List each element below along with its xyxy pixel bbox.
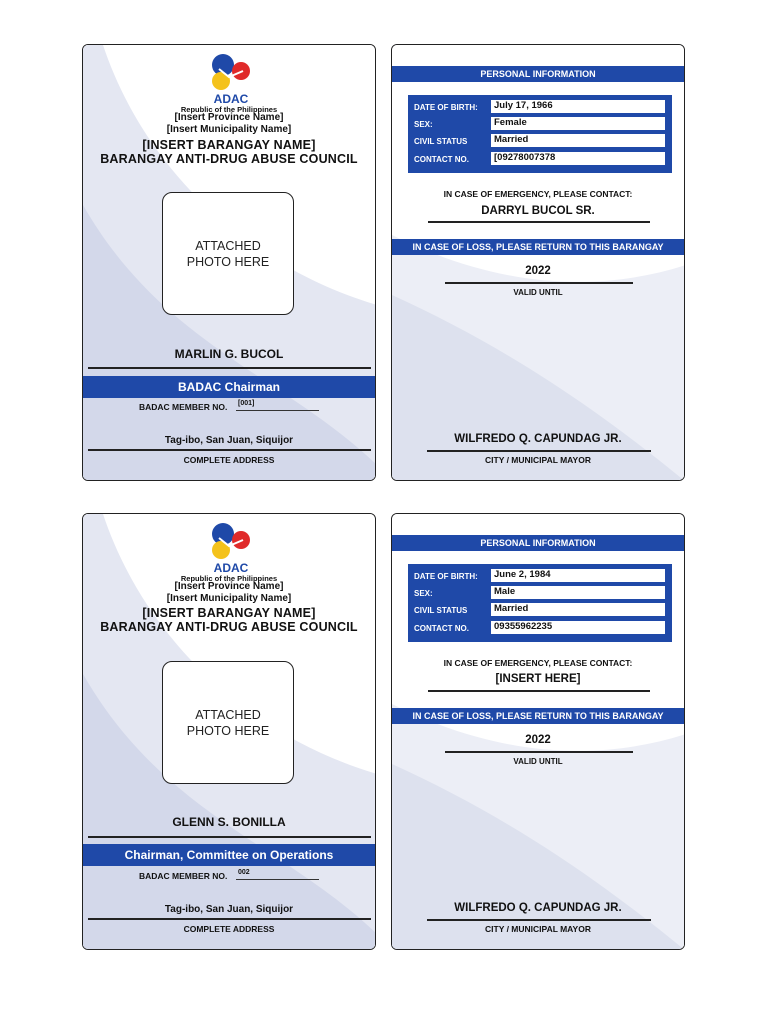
sex-value: Male — [490, 585, 666, 600]
address-line — [88, 918, 371, 920]
emergency-label: IN CASE OF EMERGENCY, PLEASE CONTACT: — [443, 658, 633, 668]
adac-logo — [201, 51, 261, 107]
mayor-line — [427, 450, 651, 452]
valid-year: 2022 — [525, 734, 551, 746]
personal-info-box — [408, 564, 672, 642]
valid-year: 2022 — [525, 265, 551, 277]
member-no-label: BADAC MEMBER NO. — [139, 402, 228, 412]
id-card-front-1 — [82, 44, 376, 481]
member-no-value: 002 — [238, 869, 250, 876]
personal-info-header: PERSONAL INFORMATION — [392, 66, 684, 82]
id-card-front-2 — [82, 513, 376, 950]
address: Tag-ibo, San Juan, Siquijor — [164, 904, 294, 915]
emergency-contact: DARRYL BUCOL SR. — [481, 205, 595, 217]
id-card-back-2 — [391, 513, 685, 950]
emergency-line — [428, 221, 650, 223]
member-no-underline — [236, 410, 319, 411]
divider — [88, 367, 371, 369]
sex-label: SEX: — [414, 589, 433, 598]
logo-text: ADAC — [213, 561, 249, 575]
valid-until-label: VALID UNTIL — [513, 288, 563, 297]
dob-value: July 17, 1966 — [490, 99, 666, 114]
member-name: MARLIN G. BUCOL — [174, 347, 284, 361]
barangay-name: [INSERT BARANGAY NAME] — [142, 138, 316, 152]
council-name: BARANGAY ANTI-DRUG ABUSE COUNCIL — [100, 152, 358, 166]
civil-status-value: Married — [490, 133, 666, 148]
mayor-name: WILFREDO Q. CAPUNDAG JR. — [454, 433, 622, 445]
logo-text: ADAC — [213, 92, 249, 106]
province-name: [Insert Province Name] — [174, 112, 284, 123]
contact-value: 09355962235 — [490, 620, 666, 635]
barangay-name: [INSERT BARANGAY NAME] — [142, 606, 316, 620]
personal-info-box — [408, 95, 672, 173]
emergency-label: IN CASE OF EMERGENCY, PLEASE CONTACT: — [443, 189, 633, 199]
position-bar: Chairman, Committee on Operations — [83, 844, 375, 866]
loss-notice-bar: IN CASE OF LOSS, PLEASE RETURN TO THIS BARANGAY — [392, 708, 684, 724]
complete-address-label: COMPLETE ADDRESS — [183, 924, 275, 934]
valid-until-label: VALID UNTIL — [513, 757, 563, 766]
photo-placeholder[interactable] — [162, 192, 294, 315]
mayor-title: CITY / MUNICIPAL MAYOR — [485, 924, 591, 934]
personal-info-header: PERSONAL INFORMATION — [392, 535, 684, 551]
sex-value: Female — [490, 116, 666, 131]
address-line — [88, 449, 371, 451]
divider — [88, 836, 371, 838]
contact-label: CONTACT NO. — [414, 155, 469, 164]
republic-text: Republic of the Philippines — [180, 574, 278, 583]
municipality-name: [Insert Municipality Name] — [166, 593, 292, 604]
photo-placeholder-text: ATTACHED PHOTO HERE — [186, 238, 270, 269]
civil-status-label: CIVIL STATUS — [414, 606, 468, 615]
photo-placeholder[interactable] — [162, 661, 294, 784]
valid-line — [445, 282, 633, 284]
photo-placeholder-text: ATTACHED PHOTO HERE — [186, 707, 270, 738]
civil-status-label: CIVIL STATUS — [414, 137, 468, 146]
dob-label: DATE OF BIRTH: — [414, 103, 478, 112]
position-bar: BADAC Chairman — [83, 376, 375, 398]
emergency-contact: [INSERT HERE] — [495, 673, 581, 685]
member-name: GLENN S. BONILLA — [172, 815, 286, 829]
contact-value: [09278007378 — [490, 151, 666, 166]
mayor-line — [427, 919, 651, 921]
loss-notice-bar: IN CASE OF LOSS, PLEASE RETURN TO THIS BARANGAY — [392, 239, 684, 255]
adac-logo — [201, 520, 261, 576]
municipality-name: [Insert Municipality Name] — [166, 124, 292, 135]
member-no-value: [001] — [238, 400, 255, 407]
dob-value: June 2, 1984 — [490, 568, 666, 583]
emergency-line — [428, 690, 650, 692]
complete-address-label: COMPLETE ADDRESS — [183, 455, 275, 465]
civil-status-value: Married — [490, 602, 666, 617]
republic-text: Republic of the Philippines — [180, 105, 278, 114]
province-name: [Insert Province Name] — [174, 581, 284, 592]
id-card-back-1 — [391, 44, 685, 481]
dob-label: DATE OF BIRTH: — [414, 572, 478, 581]
member-no-underline — [236, 879, 319, 880]
sex-label: SEX: — [414, 120, 433, 129]
member-no-label: BADAC MEMBER NO. — [139, 871, 228, 881]
mayor-name: WILFREDO Q. CAPUNDAG JR. — [454, 902, 622, 914]
council-name: BARANGAY ANTI-DRUG ABUSE COUNCIL — [100, 620, 358, 634]
valid-line — [445, 751, 633, 753]
mayor-title: CITY / MUNICIPAL MAYOR — [485, 455, 591, 465]
address: Tag-ibo, San Juan, Siquijor — [164, 435, 294, 446]
contact-label: CONTACT NO. — [414, 624, 469, 633]
